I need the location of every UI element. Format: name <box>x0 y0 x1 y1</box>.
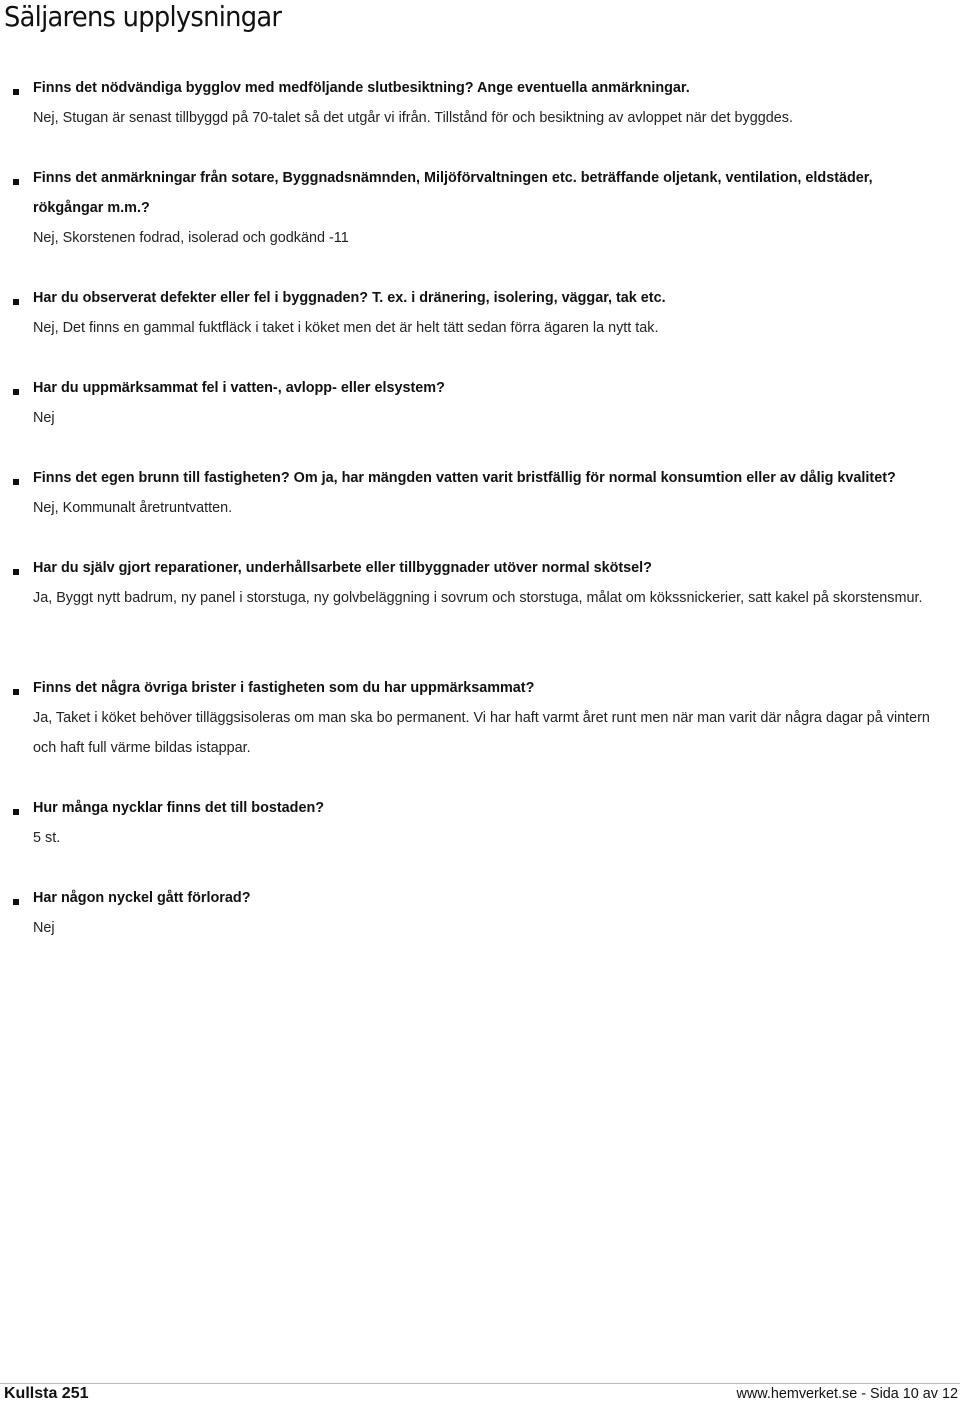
question-text: Har du observerat defekter eller fel i byggnaden? T. ex. i dränering, isolering, väggar, tak etc. <box>33 290 666 306</box>
question-text: Har någon nyckel gått förlorad? <box>33 890 251 906</box>
answer-text: Nej <box>33 920 55 936</box>
question-text: Finns det nödvändiga bygglov med medföljande slutbesiktning? Ange eventuella anmärkningar. <box>33 80 690 96</box>
answer-text: Nej, Stugan är senast tillbyggd på 70-talet så det utgår vi ifrån. Tillstånd för och besiktning av avloppet när det byggdes. <box>33 110 793 126</box>
question-text: Har du uppmärksammat fel i vatten-, avlopp- eller elsystem? <box>33 380 445 396</box>
footer-page-info: www.hemverket.se - Sida 10 av 12 <box>736 1386 958 1402</box>
footer-property-name: Kullsta 251 <box>4 1385 89 1402</box>
answer-text: Ja, Taket i köket behöver tilläggsisoleras om man ska bo permanent. Vi har haft varmt året runt men när man varit där några dagar på vintern och haft full värme bildas istappar. <box>33 710 930 756</box>
bullet-square-icon <box>13 689 19 695</box>
answer-text: Nej, Kommunalt åretruntvatten. <box>33 500 233 516</box>
bullet-square-icon <box>13 569 19 575</box>
question-text: Finns det några övriga brister i fastigheten som du har uppmärksammat? <box>33 680 535 696</box>
bullet-square-icon <box>13 179 19 185</box>
question-text: Finns det anmärkningar från sotare, Byggnadsnämnden, Miljöförvaltningen etc. beträffande oljetank, ventilation, eldstäder, rökgångar m.m.? <box>33 170 873 216</box>
page-title: Säljarens upplysningar <box>4 0 282 33</box>
bullet-square-icon <box>13 899 19 905</box>
bullet-square-icon <box>13 89 19 95</box>
answer-text: Nej, Skorstenen fodrad, isolerad och godkänd -11 <box>33 230 349 246</box>
question-text: Har du själv gjort reparationer, underhållsarbete eller tillbyggnader utöver normal skötsel? <box>33 560 652 576</box>
footer-divider <box>0 1383 960 1384</box>
bullet-square-icon <box>13 479 19 485</box>
answer-text: Nej, Det finns en gammal fuktfläck i taket i köket men det är helt tätt sedan förra ägaren la nytt tak. <box>33 320 659 336</box>
question-text: Finns det egen brunn till fastigheten? Om ja, har mängden vatten varit bristfällig för normal konsumtion eller av dålig kvalitet? <box>33 470 896 486</box>
bullet-square-icon <box>13 809 19 815</box>
answer-text: Nej <box>33 410 55 426</box>
bullet-square-icon <box>13 299 19 305</box>
answer-text: 5 st. <box>33 830 61 846</box>
answer-text: Ja, Byggt nytt badrum, ny panel i storstuga, ny golvbeläggning i sovrum och storstuga, målat om kökssnickerier, satt kakel på skorstensmur. <box>33 590 923 606</box>
question-text: Hur många nycklar finns det till bostaden? <box>33 800 325 816</box>
bullet-square-icon <box>13 389 19 395</box>
